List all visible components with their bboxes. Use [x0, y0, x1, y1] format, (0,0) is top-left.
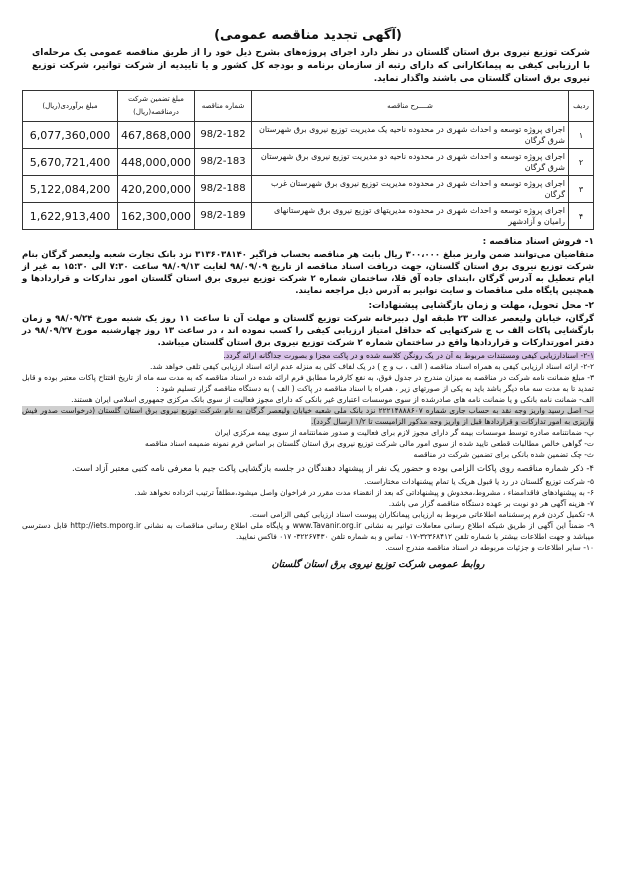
tenders-table — [22, 90, 594, 230]
signature-public-relations: روابط عمومی شرکت توزیع نیروی برق استان گلستان — [271, 559, 485, 570]
header-row-number: ردیف — [569, 91, 594, 122]
row-description: اجرای پروژه توسعه و احداث شهری در محدوده مدیریتهای توزیع نیروی برق شهرستانهای رامیان و آزادشهر — [251, 203, 568, 230]
section-delivery-title: ۲- محل تحویل، مهلت و زمان بازگشایی پیشنهادات: — [368, 301, 594, 311]
header-estimate: مبلغ برآوردی(ریال) — [23, 91, 118, 122]
row-number: ۲ — [569, 149, 594, 176]
clause-2-1: ۲-۱- اسنادارزیابی کیفی ومستندات مربوط به آن در یک رونگن کلاسه شده و در پاکت مجزا و بصورت جداگانه ارائه گردد. — [223, 351, 594, 360]
clause-8: ۸- تکمیل کردن فرم پرسشنامه اطلاعاتی مربوط به ارزیابی پیمانکاران پیوست اسناد ارزیابی کیفی الزامی است. — [249, 510, 594, 519]
clause-3: ۳- مبلغ ضمانت نامه شرکت در مناقصه به میزان مندرج در جدول فوق، به نفع کارفرما مطابق فرم ارائه شده در اسناد مناقصه که به مدت سه ماه از تاریخ افتتاح پاکات معتبر بوده و قابل تمدید تا به مدت سه ماه دیگر باشد باید به یکی از صورتهای زیر ، همراه با اسناد مناقصه در پاکت ( الف ) به دستگاه مناقصه گزار تسلیم شود : — [22, 373, 594, 393]
row-number: ۳ — [569, 176, 594, 203]
clause-9: ۹- ضمناً این آگهی از طریق شبکه اطلاع رسانی معاملات توانیر به نشانی www.Tavanir.org.ir و پایگاه ملی اطلاع رسانی مناقصات به نشانی http://iets.mporg.ir قابل دسترسی میباشد و جهت اطلاعات بیشتر با شماره تلفن ۳۲۳۶۸۴۱۲-۰۱۷ تماس و به شماره تلفن ۳۲۲۶۷۴۳۰- ۰۱۷ فاکس نمایید. — [22, 521, 594, 541]
section-delivery-text: گرگان، خیابان ولیعصر عدالت ۲۳ طبقه اول دبیرخانه شرکت توزیع گلستان و مهلت آن تا ساعت ۱۱ روز یک شنبه مورخ ۹۸/۰۹/۲۴ و زمان بازگشایی پاکات الف ب ج شرکتهایی که حداقل امتیاز ارزیابی کیفی را کسب نموده اند ، در ساعت ۱۳ روز چهارشنبه مورخ ۹۸/۰۹/۲۷ در دفتر امورتدارکات و قراردادها واقع در ساختمان شماره ۲ شرکت توزیع نیروی برق استان گلستان میباشد. — [22, 314, 595, 348]
row-description: اجرای پروژه توسعه و احداث شهری در محدوده مدیریت توزیع نیروی برق شهرستان غرب گرگان — [251, 176, 568, 203]
clause-5: ۵- شرکت توزیع گلستان در رد یا قبول هریک یا تمام پیشنهادات مختاراست. — [364, 477, 594, 486]
clause-4: ۴- ذکر شماره مناقصه روی پاکات الزامی بوده و حضور یک نفر از پیشنهاد دهندگان در جلسه بازگشایی پاکت جیم با معرفی نامه کتبی معتبر آزاد است. — [71, 464, 594, 474]
row-description: اجرای پروژه توسعه و احداث شهری در محدوده ناحیه یک مدیریت توزیع نیروی برق شهرستان شرق گرگان — [251, 122, 568, 149]
table-row — [23, 203, 594, 230]
clause-3-d: ت- گواهی خالص مطالبات قطعی تایید شده از سوی امور مالی شرکت توزیع نیروی برق استان گلستان بر اساس فرم نمونه ضمیمه اسناد مناقصه — [144, 439, 594, 448]
clause-3-c: پ- ضمانتنامه صادره توسط موسسات بیمه گر دارای مجوز لازم برای فعالیت و صدور ضمانتنامه از سوی بیمه مرکزی ایران — [214, 428, 594, 437]
table-row — [23, 149, 594, 176]
clause-2-2: ۲-۲- ارائه اسناد ارزیابی کیفی به همراه اسناد مناقصه ( الف ، ب و ج ) در یک لفاف کلی به منزله عدم ارائه اسناد ارزیابی کیفی تلقی خواهد شد. — [150, 362, 594, 371]
row-guarantee: 448,000,000 — [118, 149, 195, 176]
section-document-sale-text: متقاضیان می‌توانند ضمن واریز مبلغ ۳۰۰،۰۰۰ ریال بابت هر مناقصه بحساب فراگیر ۳۱۳۶۰۳۸۱۴۰ نزد بانک تجارت شعبه ولیعصر گرگان بنام شرکت توزیع نیروی برق استان گلستان، جهت دریافت اسناد مناقصه از تاریخ ۹۸/۰۹/۰۹ لغایت ۹۸/۰۹/۱۳ ساعت ۷:۳۰ الی ۱۵:۳۰ به غیر از ایام تعطیل به آدرس گرگان ،ابتدای جاده آق قلا، ساختمان شماره ۲ شرکت توزیع نیروی برق استان گلستان امور تدارکات و قراردادها و همچنین پایگاه ملی مناقصات و سایت توانیر به آدرس ذیل مراجعه نمایند. — [22, 250, 595, 296]
table-header-row — [23, 91, 594, 122]
row-estimate: 6,077,360,000 — [23, 122, 118, 149]
row-tender-number: 98/2-188 — [194, 176, 251, 203]
row-estimate: 5,670,721,400 — [23, 149, 118, 176]
clause-7: ۷- هزینه آگهی هر دو نوبت بر عهده دستگاه مناقصه گزار می باشد. — [388, 499, 594, 508]
row-estimate: 1,622,913,400 — [23, 203, 118, 230]
header-description: شــــرح مناقصه — [251, 91, 568, 122]
notice-title: (آگهی تجدید مناقصه عمومی) — [214, 28, 402, 43]
row-tender-number: 98/2-183 — [194, 149, 251, 176]
row-tender-number: 98/2-182 — [194, 122, 251, 149]
clause-6: ۶- به پیشنهادهای فاقدامضاء ، مشروط،مخدوش و پیشنهاداتی که بعد از انقضاء مدت مقرر در فراخوان واصل میشود،مطلقاً ترتیب اثرداده نخواهد شد. — [134, 488, 594, 497]
clause-10: ۱۰- سایر اطلاعات و جزئیات مربوطه در اسناد مناقصه مندرج است. — [385, 543, 594, 552]
clause-3-a: الف- ضمانت نامه بانکی و یا ضمانت نامه های صادرشده از سوی موسسات اعتباری غیر بانکی که دارای مجوز فعالیت از سوی بانک مرکزی جمهوری اسلامی ایران هستند. — [71, 395, 594, 404]
table-row — [23, 122, 594, 149]
header-tender-number: شماره مناقصه — [194, 91, 251, 122]
clause-3-b: ب- اصل رسید واریز وجه نقد به حساب جاری شماره ۲۲۲۱۴۸۸۸۶۰۷ نزد بانک ملی شعبه خیابان ولیعصر گرگان به نام شرکت توزیع نیروی برق استان گلستان (درخواست صدور فیش واریزی به امور تدارکات و قراردادها قبل از واریز وجه مذکور الزامیست تا ۱/۲ ارسال گردد). — [22, 406, 594, 426]
notice-intro: شرکت توزیع نیروی برق استان گلستان در نظر دارد اجرای پروژه‌های بشرح ذیل خود را از طریق مناقصه عمومی یک مرحله‌ای با ارزیابی کیفی به پیمانکارانی که دارای رتبه از سازمان برنامه و بودجه کل کشور و یا تاییدیه از شرکت توانیر، شرکت توزیع نیروی برق استان گلستان می باشند واگذار نماید. — [32, 48, 590, 84]
row-guarantee: 467,868,000 — [118, 122, 195, 149]
row-number: ۴ — [569, 203, 594, 230]
row-guarantee: 420,200,000 — [118, 176, 195, 203]
row-guarantee: 162,300,000 — [118, 203, 195, 230]
row-number: ۱ — [569, 122, 594, 149]
section-document-sale-title: ۱- فروش اسناد مناقصه : — [482, 237, 594, 247]
row-estimate: 5,122,084,200 — [23, 176, 118, 203]
row-tender-number: 98/2-189 — [194, 203, 251, 230]
table-row — [23, 176, 594, 203]
header-guarantee: مبلغ تضمین شرکت درمناقصه(ریال) — [118, 91, 195, 122]
row-description: اجرای پروژه توسعه و احداث شهری در محدوده ناحیه دو مدیریت توزیع نیروی برق شهرستان شرق گرگان — [251, 149, 568, 176]
clause-3-e: ث- چک تضمین شده بانکی برای تضمین شرکت در مناقصه — [413, 450, 594, 459]
